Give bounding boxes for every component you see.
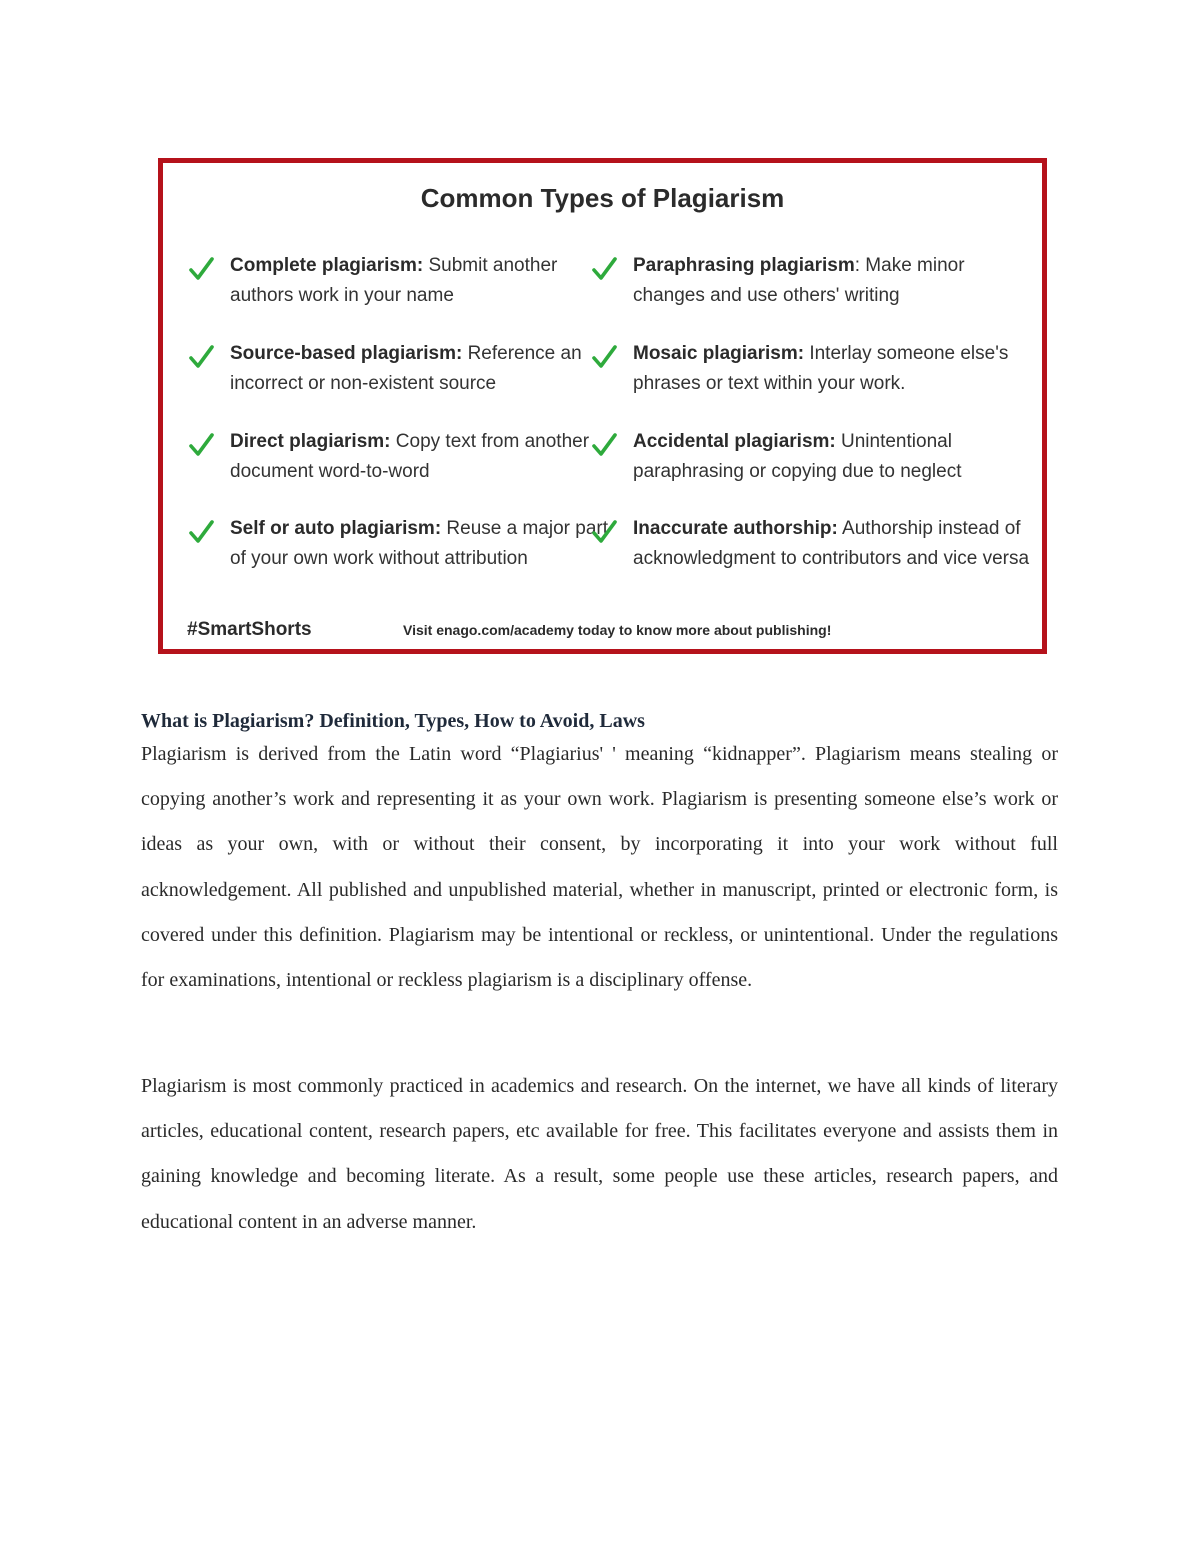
- check-icon: [589, 254, 619, 284]
- type-item-paraphrasing: [633, 251, 1038, 311]
- type-term: Source-based plagiarism:: [230, 343, 463, 364]
- type-item-direct: [230, 427, 610, 487]
- type-item-accidental: [633, 427, 1038, 487]
- paragraph-academics: Plagiarism is most commonly practiced in academics and research. On the internet, we have all kinds of literary articles, educational content, research papers, etc available for free. This facilitates everyone and assists them in gaining knowledge and becoming literate. As a result, some people use these articles, research papers, and educational content in an adverse manner.: [141, 1075, 1058, 1233]
- check-icon: [186, 430, 216, 460]
- type-description: Submit another authors work in your name: [230, 255, 558, 306]
- type-item-self-auto: [230, 514, 610, 574]
- type-term: Accidental plagiarism:: [633, 431, 836, 452]
- check-icon: [186, 254, 216, 284]
- check-icon: [589, 517, 619, 547]
- type-term: Self or auto plagiarism:: [230, 518, 442, 539]
- type-item-mosaic: [633, 339, 1038, 399]
- type-term: Direct plagiarism:: [230, 431, 391, 452]
- type-term: Complete plagiarism:: [230, 255, 424, 276]
- type-term: Inaccurate authorship:: [633, 518, 838, 539]
- type-description: Authorship instead of acknowledgment to contributors and vice versa: [633, 518, 1030, 569]
- check-icon: [186, 342, 216, 372]
- check-icon: [186, 517, 216, 547]
- type-item-inaccurate-authorship: [633, 514, 1038, 574]
- type-description: : Make minor changes and use others' writing: [633, 255, 965, 306]
- footer-visit-text: Visit enago.com/academy today to know more about publishing!: [403, 622, 832, 638]
- type-description: Copy text from another document word-to-word: [230, 431, 590, 482]
- type-description: Reuse a major part of your own work without attribution: [230, 518, 609, 569]
- plagiarism-infographic: [158, 158, 1047, 654]
- type-item-complete: [230, 251, 610, 311]
- hashtag-label: #SmartShorts: [187, 619, 312, 640]
- check-icon: [589, 342, 619, 372]
- paragraph-definition: Plagiarism is derived from the Latin word “Plagiarius' ' meaning “kidnapper”. Plagiarism means stealing or copying another’s work and representing it as your own work. Plagiarism is presenting someone else’s work or ideas as your own, with or without their consent, by incorporating it into your work without full acknowledgement. All published and unpublished material, whether in manuscript, printed or electronic form, is covered under this definition. Plagiarism may be intentional or reckless, or unintentional. Under the regulations for examinations, intentional or reckless plagiarism is a disciplinary offense.: [141, 743, 1058, 992]
- type-description: Reference an incorrect or non-existent source: [230, 343, 582, 394]
- type-term: Paraphrasing plagiarism: [633, 255, 855, 276]
- type-item-source-based: [230, 339, 610, 399]
- type-description: Interlay someone else's phrases or text within your work.: [633, 343, 1009, 394]
- infographic-title: Common Types of Plagiarism: [420, 183, 785, 213]
- article-heading: What is Plagiarism? Definition, Types, How to Avoid, Laws: [141, 710, 645, 732]
- type-description: Unintentional paraphrasing or copying due to neglect: [633, 431, 962, 482]
- type-term: Mosaic plagiarism:: [633, 343, 805, 364]
- check-icon: [589, 430, 619, 460]
